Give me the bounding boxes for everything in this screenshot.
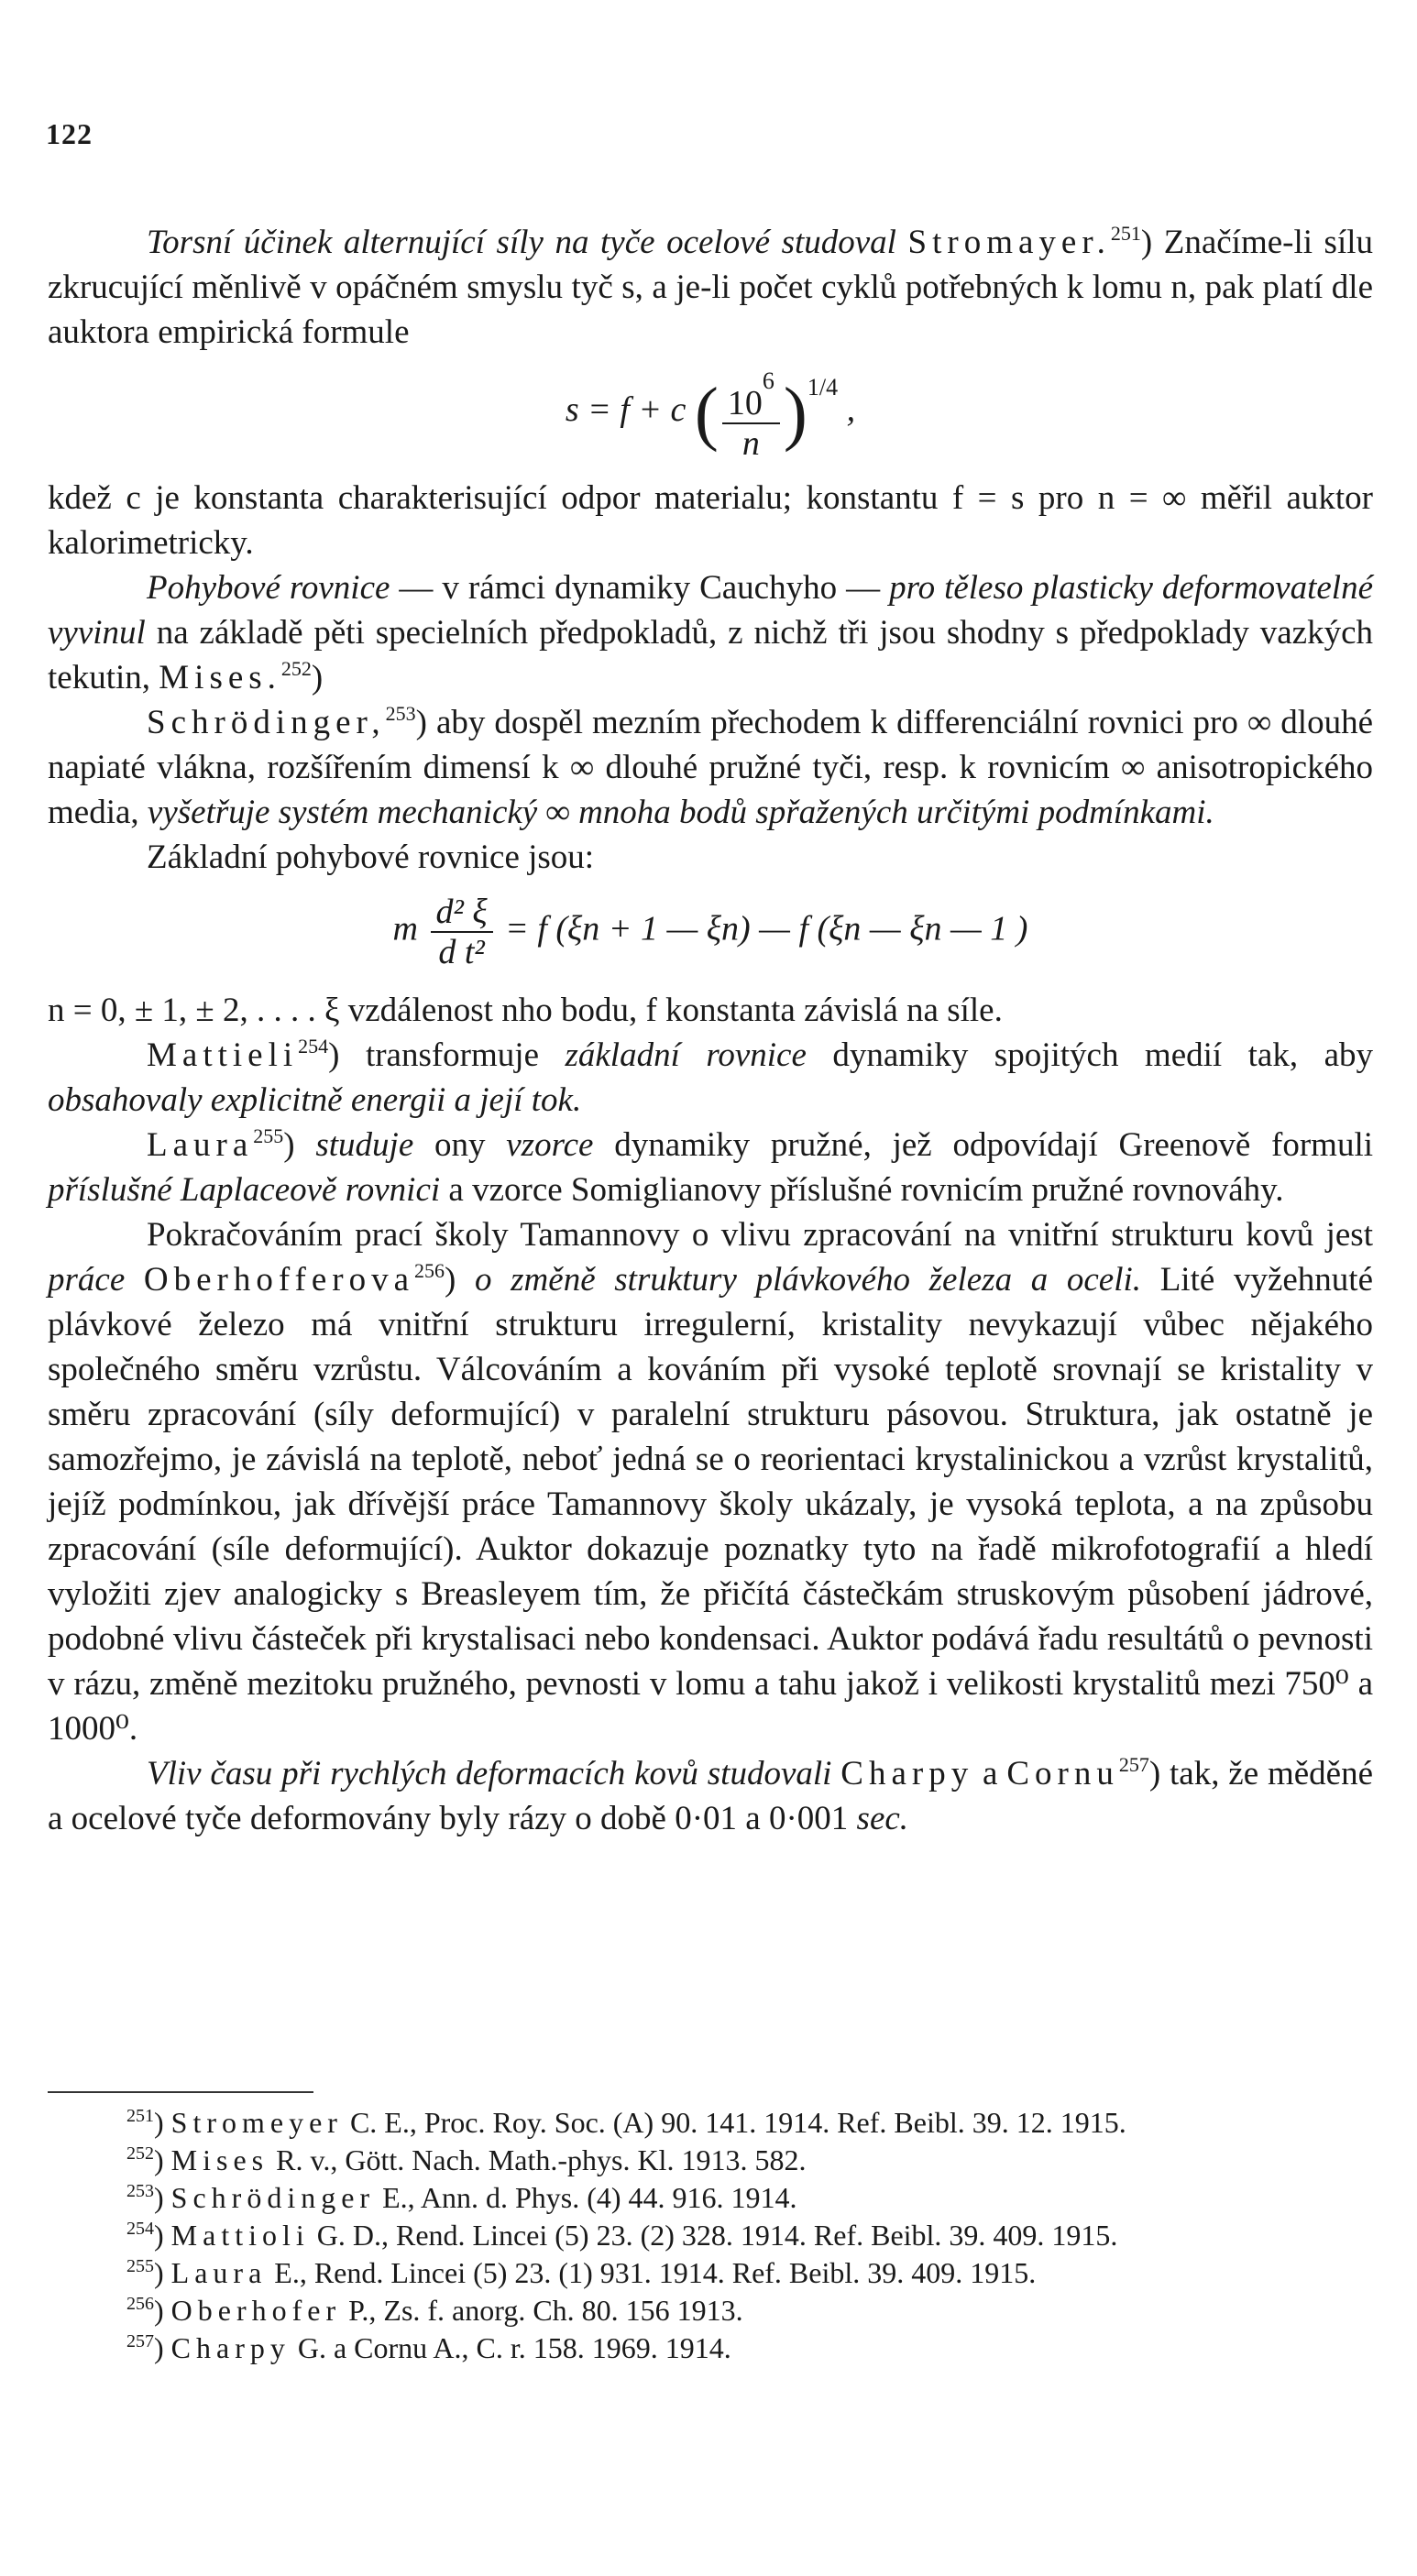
footnote: $^{253}$) Schrödinger E., Ann. d. Phys. (4) 44. 916. 1914. (126, 2181, 797, 2214)
footnote: $^{256}$) Oberhofer P., Zs. f. anorg. Ch. 80. 156 1913. (126, 2294, 743, 2327)
italic-phrase: vzorce (506, 1126, 594, 1165)
footnote-text: P., Zs. f. anorg. Ch. 80. 156 1913. (341, 2294, 743, 2327)
footnote-number: 251 (126, 2106, 154, 2126)
footnote-text: E., Rend. Lincei (5) 23. (1) 931. 1914. Ref. Beibl. 39. 409. 1915. (267, 2256, 1037, 2289)
italic-phrase: studuje (315, 1126, 414, 1165)
formula-mass: m (392, 910, 418, 948)
italic-phrase: pro těleso plasticky deformovatelné vyvinul (48, 569, 1373, 652)
footnote-number: 253 (126, 2181, 154, 2201)
author-name: Laura (147, 1126, 254, 1165)
footnote-author: Laura (170, 2256, 268, 2289)
footnote-author: Stromeyer (170, 2106, 343, 2139)
footnote: $^{257}$) Charpy G. a Cornu A., C. r. 158. 1969. 1914. (126, 2331, 731, 2364)
page-number: 122 (46, 117, 93, 150)
footnote-number: 255 (126, 2256, 154, 2276)
formula-fraction (722, 362, 780, 463)
formula-lhs: s = f + c (565, 390, 687, 429)
footnote-number: 252 (126, 2143, 154, 2164)
italic-phrase: obsahovaly explicitně energii a její tok. (48, 1081, 582, 1120)
paragraph-motion-equations (48, 565, 1373, 700)
footnote-ref: 252 (280, 657, 312, 681)
footnote-ref: 251 (1110, 222, 1141, 245)
footnote-text: G. D., Rend. Lincei (5) 23. (2) 328. 1914. Ref. Beibl. 39. 409. 1915. (309, 2219, 1118, 2252)
footnote-text: R. v., Gött. Nach. Math.-phys. Kl. 1913. 582. (269, 2143, 807, 2176)
footnote-ref: 257 (1118, 1753, 1149, 1777)
footnote: $^{251}$) Stromeyer C. E., Proc. Roy. Soc. (A) 90. 141. 1914. Ref. Beibl. 39. 12. 1915. (126, 2106, 1126, 2139)
italic-phrase: o změně struktury plávkového železa a oceli. (475, 1261, 1142, 1299)
italic-phrase: Pohybové rovnice (147, 569, 390, 608)
footnote-text: E., Ann. d. Phys. (4) 44. 916. 1914. (375, 2181, 797, 2214)
paragraph-text: ) (445, 1261, 475, 1299)
paragraph-text: ) transformuje (328, 1036, 566, 1075)
footnote-author: Mattioli (170, 2219, 310, 2252)
paragraph-mattieli (48, 1033, 1373, 1123)
fraction-numerator: 10 (727, 384, 763, 423)
footnote-number: 254 (126, 2219, 154, 2239)
paragraph-oberhoffer (48, 1212, 1373, 1751)
footnote-ref: 253 (385, 702, 416, 726)
paragraph-text: ony (413, 1126, 507, 1165)
footnotes (48, 2104, 1373, 2367)
author-name: Stromayer. (907, 224, 1111, 261)
footnote-author: Charpy (170, 2331, 291, 2364)
author-name: Schrödinger, (147, 704, 386, 742)
paragraph-text: a (973, 1755, 1007, 1793)
footnote: $^{254}$) Mattioli G. D., Rend. Lincei (5) 23. (2) 328. 1914. Ref. Beibl. 39. 409. 1915. (126, 2219, 1118, 2252)
footnote-ref: 256 (414, 1259, 445, 1283)
paragraph-index: n = 0, ± 1, ± 2, . . . . ξ vzdálenost nho bodu, f konstanta závislá na síle. (48, 992, 1003, 1030)
italic-phrase: Vliv času při rychlých deformacích kovů studovali (147, 1755, 832, 1793)
paragraph-text: — v rámci dynamiky Cauchyho — (390, 569, 890, 608)
footnote-author: Schrödinger (170, 2181, 376, 2214)
italic-phrase: sec. (856, 1800, 909, 1838)
paragraph-charpy-cornu (48, 1751, 1373, 1841)
paragraph-text: ) (311, 659, 324, 697)
footnote-number: 257 (126, 2331, 154, 2351)
paren-open: ( (694, 372, 719, 453)
paragraph-text: dynamiky pružné, jež odpovídají Greenově formuli (593, 1126, 1374, 1165)
formula-exponent: 1/4 (807, 374, 839, 400)
body-text (48, 220, 1373, 1841)
paragraph-text: ) Značíme-li sílu zkrucující měnlivě v opáčném smyslu tyč s, a je-li počet cyklů potřebných k lomu n, pak platí dle auktora empirická formule (48, 224, 1374, 351)
paragraph-schrodinger (48, 700, 1373, 835)
formula-fraction (431, 893, 493, 971)
footnote-author: Mises (170, 2143, 269, 2176)
numerator-exponent: 6 (762, 367, 774, 395)
author-name: Oberhofferova (143, 1261, 415, 1299)
formula-fatigue: s = f + c ( $\frac{10^6}{n}$ )$^{1/4}$ , (48, 360, 1373, 463)
footnote: $^{252}$) Mises R. v., Gött. Nach. Math.-phys. Kl. 1913. 582. (126, 2143, 807, 2176)
author-name: Cornu (1006, 1755, 1119, 1793)
paragraph-text: Lité vyžehnuté plávkové železo má vnitřní strukturu irregulerní, kristality nevykazují vůbec nějakého společného směru vzrůstu. Válcováním a kováním při vysoké teplotě srovnají se kristality v směru zpracování (síly deformující) v paralelní strukturu pásovou. Struktura, jak ostatně je samozřejmo, je závislá na teplotě, neboť jedná se o reorientaci krystalinickou a vzrůst krystalitů, jejíž podmínkou, jak dřívější práce Tamannovy školy ukázaly, je vysoká teplota, a na způsobu zpracování (síle deformující). Auktor dokazuje poznatky tyto na řadě mikrofotografií a hledí vyložiti zjev analogicky s Breasleyem tím, že přičítá částečkám struskovým působení jádrové, podobné vlivu částeček při krystalisaci nebo kondensaci. Auktor podává řadu resultátů o pevnosti v rázu, změně mezitoku pružného, pevnosti v lomu a tahu jakož i velikosti krystalitů mezi 750⁰ a 1000⁰. (48, 1261, 1373, 1748)
fraction-denominator: n (741, 424, 760, 464)
paragraph-text: ) (283, 1126, 316, 1165)
paragraph-text: ) tak, že měděné a ocelové tyče deformovány byly rázy o době 0·01 a 0·001 (48, 1755, 1374, 1838)
footnote-author: Oberhofer (170, 2294, 342, 2327)
paragraph-text: dynamiky spojitých medií tak, aby (806, 1036, 1373, 1075)
formula-motion (48, 893, 1373, 971)
footnote-text: G. a Cornu A., C. r. 158. 1969. 1914. (290, 2331, 731, 2364)
paragraph-text: ) aby dospěl mezním přechodem k differenciální rovnici pro ∞ dlouhé napiaté vlákna, rozšířením dimensí k ∞ dlouhé pružné tyči, resp. k rovnicím ∞ anisotropického media, (48, 704, 1373, 832)
paren-close: ) (783, 372, 807, 453)
paragraph-text: a vzorce Somiglianovy příslušné rovnicím pružné rovnováhy. (440, 1171, 1284, 1210)
italic-phrase: práce (48, 1261, 126, 1299)
paragraph-text: na základě pěti specielních předpokladů, z nichž tři jsou shodny s předpoklady vazkých tekutin, (48, 614, 1373, 697)
footnote-text: C. E., Proc. Roy. Soc. (A) 90. 141. 1914. Ref. Beibl. 39. 12. 1915. (342, 2106, 1126, 2139)
formula-rhs: = f (ξn + 1 — ξn) — f (ξn — ξn — 1 ) (505, 910, 1028, 948)
fraction-denominator: d t² (438, 933, 485, 972)
footnote-divider (48, 2091, 313, 2093)
fraction-numerator: d² ξ (431, 893, 493, 933)
author-name: Mises. (159, 659, 281, 697)
paragraph-torsion (48, 220, 1373, 355)
footnote-ref: 254 (298, 1035, 329, 1058)
italic-phrase: základní rovnice (565, 1036, 807, 1075)
italic-phrase: Torsní účinek alternující síly na tyče ocelové studoval (147, 224, 896, 261)
author-name: Charpy (840, 1755, 974, 1793)
paragraph-constant: kdež c je konstanta charakterisující odpor materialu; konstantu f = s pro n = ∞ měřil auktor kalorimetricky. (48, 479, 1373, 563)
footnote-ref: 255 (253, 1124, 284, 1148)
paragraph-laura (48, 1123, 1373, 1212)
paragraph-text: Pokračováním prací školy Tamannovy o vlivu zpracování na vnitřní strukturu kovů jest (147, 1216, 1373, 1255)
author-name: Mattieli (147, 1036, 299, 1075)
italic-phrase: vyšetřuje systém mechanický ∞ mnoha bodů spřažených určitými podmínkami. (147, 794, 1214, 832)
footnote: $^{255}$) Laura E., Rend. Lincei (5) 23. (1) 931. 1914. Ref. Beibl. 39. 409. 1915. (126, 2256, 1037, 2289)
footnote-number: 256 (126, 2294, 154, 2314)
italic-phrase: příslušné Laplaceově rovnici (48, 1171, 441, 1210)
paragraph-basic-equations: Základní pohybové rovnice jsou: (147, 839, 595, 877)
